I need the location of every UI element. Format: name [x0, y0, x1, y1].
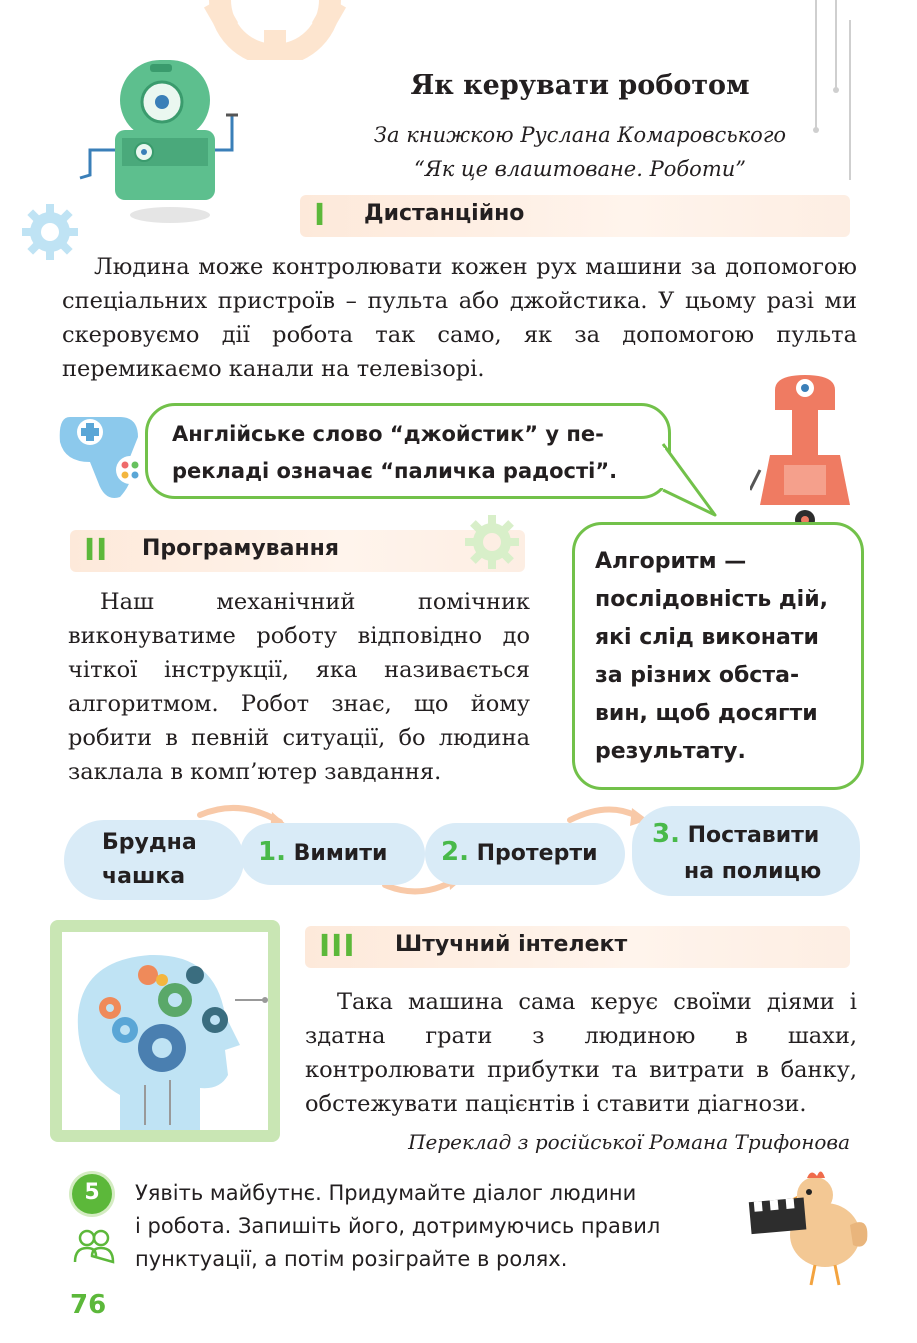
task-line-3: пунктуації, а потім розіграйте в ролях. — [135, 1247, 568, 1271]
source-line-2: “Як це влаштоване. Роботи” — [414, 157, 746, 181]
algorithm-line-5: вин, щоб досягти — [595, 701, 818, 726]
task-line-2: і робота. Запишіть його, дотримуючись правил — [135, 1214, 661, 1238]
step-1-text: Вимити — [293, 841, 388, 866]
algorithm-note-bubble — [572, 522, 864, 790]
algorithm-line-6: результату. — [595, 739, 746, 764]
section-1-title: Дистанційно — [364, 201, 525, 226]
step-2-number: 2. — [441, 837, 469, 867]
task-number-badge — [72, 1174, 112, 1214]
joystick-icon — [50, 402, 160, 512]
algorithm-line-2: послідовність дій, — [595, 587, 828, 612]
step-2-text: Протерти — [476, 841, 598, 866]
red-robot-illustration — [750, 370, 860, 540]
algorithm-line-1: Алгоритм — — [595, 549, 747, 574]
section-1-text — [62, 250, 857, 386]
step-start-line-1: Брудна — [102, 830, 197, 855]
joystick-note-line-2: рекладі означає “паличка радості”. — [172, 459, 618, 483]
task-line-1: Уявіть майбутнє. Придумайте діалог людини — [135, 1181, 637, 1205]
page-title: Як керувати роботом — [410, 70, 750, 101]
step-3-line-1: Поставити — [687, 823, 820, 848]
step-2-label — [441, 837, 598, 867]
section-1-numeral: I — [314, 198, 327, 233]
section-3-title: Штучний інтелект — [395, 932, 628, 957]
joystick-note-bubble — [145, 403, 671, 499]
section-2-title: Програмування — [142, 536, 339, 561]
algorithm-note-text — [595, 543, 828, 771]
step-3-label — [652, 816, 821, 890]
section-2-paragraph: Наш механічний помічник виконуватиме роботу відповідно до чіткої інструкції, яка називається алгоритмом. Робот знає, що йому робити в певній ситуації, бо людина заклала в комп’ютер завдання. — [68, 589, 530, 785]
step-1-number: 1. — [258, 837, 286, 867]
task-number: 5 — [84, 1180, 100, 1205]
section-3-heading — [305, 926, 850, 968]
page-number: 76 — [70, 1290, 107, 1320]
algorithm-line-4: за різних обста- — [595, 663, 800, 688]
joystick-note-line-1: Англійське слово “джойстик” у пе- — [172, 422, 604, 446]
step-start — [64, 820, 244, 900]
step-1 — [240, 823, 425, 885]
green-robot-illustration — [70, 50, 260, 230]
step-start-label — [102, 826, 197, 894]
ai-head-illustration — [50, 920, 280, 1142]
section-3-text — [305, 985, 857, 1121]
step-3 — [632, 806, 860, 896]
step-start-line-2: чашка — [102, 864, 186, 889]
step-3-line-2: на полицю — [684, 859, 822, 884]
section-2-numeral: II — [84, 533, 109, 568]
pair-work-icon — [72, 1226, 116, 1266]
bubble-tail — [660, 440, 720, 520]
algorithm-line-3: які слід виконати — [595, 625, 819, 650]
step-1-label — [258, 837, 387, 867]
source-attribution — [330, 118, 830, 186]
step-3-number: 3. — [652, 819, 680, 849]
chicken-clapperboard-illustration — [745, 1160, 875, 1290]
joystick-note-text — [172, 416, 617, 490]
translation-credit: Переклад з російської Романа Трифонова — [408, 1130, 850, 1154]
source-line-1: За книжкою Руслана Комаровського — [373, 123, 787, 147]
section-2-text — [68, 585, 530, 789]
section-3-paragraph: Така машина сама керує своїми діями і здатна грати з людиною в шахи, контролювати прибутки та витрати в банку, обстежувати пацієнтів і ставити діагнози. — [305, 989, 857, 1117]
step-2 — [425, 823, 625, 885]
section-1-heading — [300, 195, 850, 237]
section-1-paragraph: Людина може контролювати кожен рух машини за допомогою спеціальних пристроїв – пульта або джойстика. У цьому разі ми скеровуємо дії робота так само, як за допомогою пульта перемикаємо канали на телевізорі. — [62, 254, 857, 382]
section-3-numeral: III — [319, 929, 356, 964]
section-2-heading — [70, 530, 525, 572]
task-text — [135, 1177, 745, 1276]
green-gear-icon — [462, 512, 522, 572]
